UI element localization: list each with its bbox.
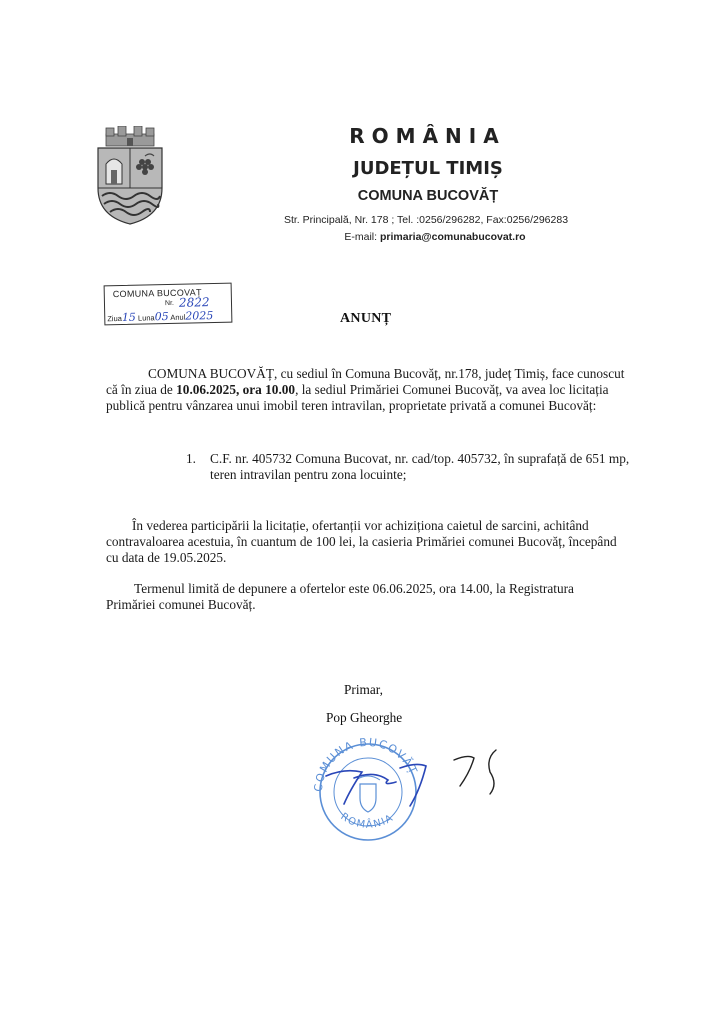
header-address: Str. Principală, Nr. 178 ; Tel. :0256/296282, Fax:0256/296283 xyxy=(283,214,569,226)
registration-stamp xyxy=(104,283,233,326)
svg-text:ROMÂNIA xyxy=(338,811,396,831)
paragraph-announcement xyxy=(106,366,626,414)
document-title: ANUNȚ xyxy=(340,311,392,326)
stamp-ziua-label: Ziua xyxy=(107,313,122,324)
stamp-luna-value: 05 xyxy=(154,309,169,324)
list-item-text: C.F. nr. 405732 Comuna Bucovat, nr. cad/top. 405732, în suprafață de 651 mp, teren intravilan pentru zona locuinte; xyxy=(210,451,630,482)
paragraph1-part2: , la sediul Primăriei Comunei Bucovăț, va avea loc licitația publică pentru vânzarea unui imobil teren intravilan, proprietate privată a comunei Bucovăț: xyxy=(106,382,609,413)
email-link[interactable]: primaria@comunabucovat.ro xyxy=(379,231,526,243)
list-item-number: 1. xyxy=(186,451,196,466)
paragraph3-text: Termenul limită de depunere a ofertelor este 06.06.2025, ora 14.00, la Registratura Primăriei comunei Bucovăț. xyxy=(106,581,574,612)
header-country: ROMÂNIA xyxy=(349,124,506,148)
stamp-institution: COMUNA BUCOVAȚ xyxy=(112,287,202,300)
stamp-nr-label: Nr. xyxy=(164,299,175,308)
header-commune: COMUNA BUCOVĂȚ xyxy=(357,188,499,204)
stamp-nr-value: 2822 xyxy=(178,295,210,310)
header-county: JUDEȚUL TIMIȘ xyxy=(353,158,503,179)
header-email-line xyxy=(290,231,580,243)
paragraph1-part1: COMUNA BUCOVĂȚ, cu sediul în Comuna Bucovăț, nr.178, județ Timiș, face cunoscut că în ziua de xyxy=(106,366,625,397)
paragraph2-text: În vederea participării la licitație, ofertanții vor achiziționa caietul de sarcini, achitând contravaloarea acestuia, în cuantum de 100 lei, la casieria Primăriei comunei Bucovăț, începând cu data de 19.05.2025. xyxy=(106,518,617,565)
signature-name: Pop Gheorghe xyxy=(326,710,403,725)
seal-text-top: COMUNA BUCOVĂȚ xyxy=(311,735,421,793)
paragraph-deadline xyxy=(106,581,626,613)
stamp-date-line xyxy=(107,309,213,324)
stamp-luna-label: Luna xyxy=(137,313,155,323)
seal-text-bottom: ROMÂNIA xyxy=(338,811,396,831)
paragraph1-date-time: 10.06.2025, ora 10.00 xyxy=(176,382,296,397)
stamp-anul-value: 2025 xyxy=(185,309,214,323)
coat-of-arms-icon xyxy=(92,126,168,226)
stamp-anul-label: Anul xyxy=(170,312,186,322)
official-seal-and-signature xyxy=(304,732,524,842)
email-label: E-mail: xyxy=(344,231,380,243)
stamp-ziua-value: 15 xyxy=(121,310,136,324)
paragraph-participation xyxy=(106,518,626,566)
signature-role: Primar, xyxy=(344,682,383,697)
